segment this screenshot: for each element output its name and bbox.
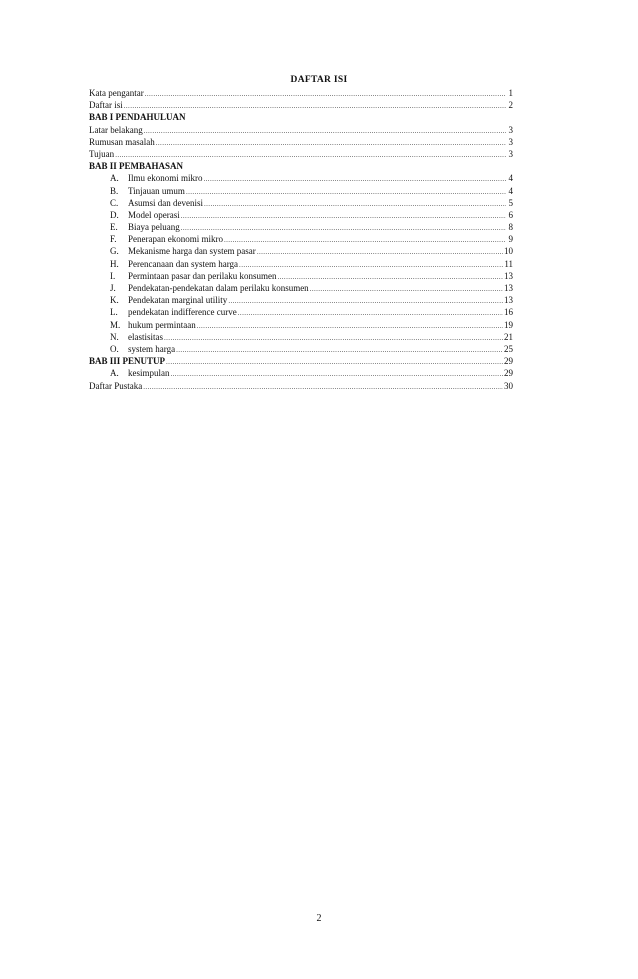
- toc-dot-leader: [166, 356, 503, 368]
- toc-subsection-entry: [89, 270, 513, 282]
- toc-subsection-entry: [89, 185, 513, 197]
- toc-subsection-entry: [89, 319, 513, 331]
- toc-entry-letter: M.: [110, 319, 121, 330]
- toc-entry-label: Pendekatan marginal utility: [128, 295, 228, 306]
- toc-entry-letter: J.: [110, 283, 116, 293]
- toc-entry-page-number: 11: [504, 258, 513, 269]
- toc-entry-letter: K.: [110, 295, 119, 306]
- toc-entry: [89, 380, 513, 392]
- toc-entry-label: BAB I PENDAHULUAN: [89, 112, 186, 123]
- toc-entry-label: Kata pengantar: [89, 88, 144, 98]
- toc-dot-leader: [156, 137, 506, 149]
- toc-entry-label: pendekatan indifference curve: [128, 307, 237, 318]
- toc-dot-leader: [181, 210, 506, 222]
- toc-entry-page-number: 8: [508, 222, 513, 233]
- toc-entry-page-number: 21: [504, 331, 513, 342]
- toc-subsection-entry: [89, 282, 513, 294]
- toc-entry-page-number: 16: [504, 307, 513, 318]
- toc-subsection-entry: [89, 367, 513, 379]
- toc-subsection-entry: [89, 233, 513, 245]
- toc-dot-leader: [310, 283, 503, 295]
- toc-dot-leader: [145, 88, 506, 100]
- toc-entry-page-number: 9: [508, 234, 513, 245]
- toc-entry-page-number: 29: [504, 356, 513, 367]
- toc-dot-leader: [171, 368, 504, 380]
- toc-entry: [89, 136, 513, 148]
- toc-entry-label: Mekanisme harga dan system pasar: [128, 246, 256, 257]
- toc-entry-label: Penerapan ekonomi mikro: [128, 234, 223, 245]
- toc-entry-letter: L.: [110, 307, 118, 318]
- toc-entry-page-number: 4: [508, 173, 513, 184]
- toc-entry-page-number: 4: [508, 185, 513, 196]
- toc-dot-leader: [239, 259, 503, 271]
- toc-chapter-heading: [89, 160, 513, 172]
- toc-entry-page-number: 30: [504, 380, 513, 391]
- toc-chapter-heading: [89, 111, 513, 123]
- toc-entry-label: Rumusan masalah: [89, 136, 155, 147]
- toc-entry-label: Tujuan: [89, 148, 115, 159]
- toc-entry-page-number: 2: [508, 100, 513, 111]
- toc-dot-leader: [257, 246, 503, 258]
- toc-dot-leader: [176, 344, 503, 356]
- toc-entry-page-number: 29: [504, 368, 513, 379]
- toc-entry-label: Pendekatan-pendekatan dalam perilaku konsumen: [128, 283, 309, 293]
- toc-entry-page-number: 25: [504, 343, 513, 354]
- toc-entry-page-number: 13: [504, 283, 513, 293]
- toc-subsection-entry: [89, 343, 513, 355]
- toc-dot-leader: [277, 271, 503, 283]
- toc-entry-letter: B.: [110, 185, 119, 196]
- toc-entry-page-number: 19: [504, 319, 513, 330]
- toc-entry-letter: G.: [110, 246, 119, 257]
- table-of-contents: [89, 87, 513, 392]
- toc-entry-letter: H.: [110, 258, 119, 269]
- toc-dot-leader: [224, 234, 506, 246]
- toc-entry-label: Daftar Pustaka: [89, 380, 143, 391]
- toc-entry-page-number: 13: [504, 295, 513, 306]
- toc-entry-label: Model operasi: [128, 209, 180, 220]
- page-title: DAFTAR ISI: [290, 75, 348, 85]
- toc-entry-label: kesimpulan: [128, 368, 170, 379]
- toc-entry-label: Permintaan pasar dan perilaku konsumen: [128, 270, 277, 281]
- toc-subsection-entry: [89, 221, 513, 233]
- toc-entry-page-number: 3: [508, 148, 513, 159]
- toc-dot-leader: [181, 222, 506, 234]
- toc-dot-leader: [186, 186, 506, 198]
- toc-dot-leader: [204, 173, 507, 185]
- toc-entry-label: hukum permintaan: [128, 319, 196, 330]
- toc-entry: [89, 124, 513, 136]
- toc-entry-letter: F.: [110, 234, 117, 245]
- toc-entry-page-number: 3: [508, 136, 513, 147]
- toc-entry-page-number: 3: [508, 124, 513, 135]
- toc-dot-leader: [238, 307, 503, 319]
- toc-subsection-entry: [89, 294, 513, 306]
- toc-entry-label: Latar belakang: [89, 124, 143, 135]
- toc-entry-page-number: 5: [508, 197, 513, 208]
- toc-entry-label: Ilmu ekonomi mikro: [128, 173, 203, 184]
- toc-entry-page-number: 6: [508, 209, 513, 220]
- toc-entry: [89, 87, 513, 99]
- toc-entry-letter: I.: [110, 270, 116, 281]
- toc-entry-label: Asumsi dan devenisi: [128, 197, 203, 208]
- toc-entry-label: system harga: [128, 343, 176, 354]
- toc-subsection-entry: [89, 197, 513, 209]
- toc-subsection-entry: [89, 245, 513, 257]
- toc-entry-letter: C.: [110, 197, 119, 208]
- page-number: 2: [316, 913, 322, 924]
- toc-subsection-entry: [89, 209, 513, 221]
- toc-dot-leader: [228, 295, 503, 307]
- toc-dot-leader: [143, 381, 503, 393]
- toc-entry: [89, 148, 513, 160]
- toc-entry-label: Perencanaan dan system harga: [128, 258, 239, 269]
- toc-entry-label: Tinjauan umum: [128, 185, 185, 196]
- toc-entry-letter: A.: [110, 173, 119, 184]
- toc-subsection-entry: [89, 172, 513, 184]
- toc-entry-letter: E.: [110, 222, 118, 233]
- toc-entry-label: BAB II PEMBAHASAN: [89, 161, 184, 172]
- toc-entry-letter: D.: [110, 209, 119, 220]
- toc-dot-leader: [164, 332, 503, 344]
- toc-entry-label: BAB III PENUTUP: [89, 356, 166, 367]
- toc-subsection-entry: [89, 258, 513, 270]
- toc-entry-label: Daftar isi: [89, 100, 123, 111]
- toc-dot-leader: [197, 320, 503, 332]
- toc-entry-page-number: 10: [504, 246, 513, 257]
- toc-dot-leader: [144, 125, 506, 137]
- toc-entry-label: Biaya peluang: [128, 222, 180, 233]
- toc-subsection-entry: [89, 306, 513, 318]
- toc-dot-leader: [204, 198, 506, 210]
- toc-entry-letter: A.: [110, 368, 119, 379]
- toc-entry-page-number: 1: [508, 88, 513, 98]
- toc-entry-page-number: 13: [504, 270, 513, 281]
- toc-subsection-entry: [89, 331, 513, 343]
- toc-chapter-heading: [89, 355, 513, 367]
- toc-entry: [89, 99, 513, 111]
- toc-entry-letter: N.: [110, 331, 119, 342]
- toc-entry-letter: O.: [110, 343, 119, 354]
- toc-entry-label: elastisitas: [128, 331, 163, 342]
